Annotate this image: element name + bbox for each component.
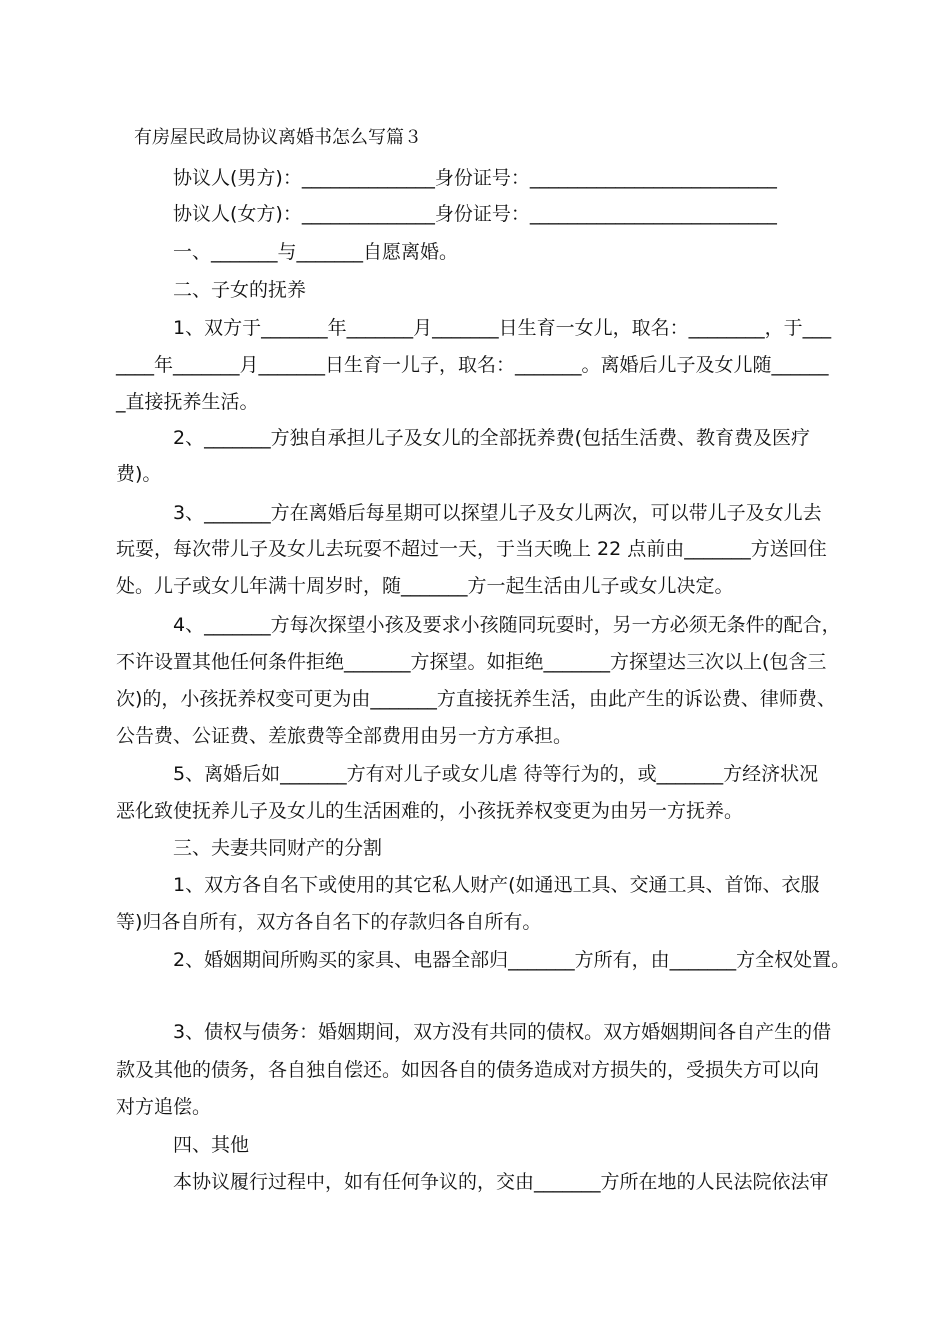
- document-title: 有房屋民政局协议离婚书怎么写篇３: [134, 127, 422, 148]
- text-line: 次)的，小孩抚养权变可更为由_______方直接抚养生活，由此产生的诉讼费、律师费、: [116, 688, 836, 710]
- text-line: 协议人(女方)：______________身份证号：__________________________: [173, 203, 777, 225]
- text-line: 2、_______方独自承担儿子及女儿的全部抚养费(包括生活费、教育费及医疗: [173, 427, 811, 449]
- text-line: _直接抚养生活。: [116, 391, 259, 413]
- text-line: 协议人(男方)：______________身份证号：__________________________: [173, 167, 777, 189]
- text-line: 5、离婚后如_______方有对儿子或女儿虐 待等行为的，或_______方经济状况: [173, 763, 819, 785]
- text-line: 4、_______方每次探望小孩及要求小孩随同玩耍时，另一方必须无条件的配合，: [173, 614, 841, 636]
- text-line: 2、婚姻期间所购买的家具、电器全部归_______方所有，由_______方全权处置。: [173, 949, 851, 971]
- text-line: 不许设置其他任何条件拒绝_______方探望。如拒绝_______方探望达三次以上(包含三: [116, 651, 827, 673]
- text-line: 1、双方各自名下或使用的其它私人财产(如通迅工具、交通工具、首饰、衣服: [173, 874, 820, 896]
- text-line: 四、其他: [173, 1134, 250, 1156]
- text-line: 1、双方于_______年_______月_______日生育一女儿，取名：________，于___: [173, 317, 832, 339]
- text-line: 二、子女的抚养: [173, 279, 307, 301]
- text-line: 本协议履行过程中，如有任何争议的，交由_______方所在地的人民法院依法审: [173, 1171, 829, 1193]
- text-line: 一、_______与_______自愿离婚。: [173, 241, 459, 263]
- text-line: 等)归各自所有，双方各自名下的存款归各自所有。: [116, 911, 542, 933]
- text-line: ____年_______月_______日生育一儿子，取名：_______。离婚后儿子及女儿随______: [116, 354, 829, 376]
- text-line: 恶化致使抚养儿子及女儿的生活困难的，小孩抚养权变更为由另一方抚养。: [116, 800, 744, 822]
- text-line: 公告费、公证费、差旅费等全部费用由另一方方承担。: [116, 725, 573, 747]
- text-line: 3、债权与债务：婚姻期间，双方没有共同的债权。双方婚姻期间各自产生的借: [173, 1021, 832, 1043]
- text-line: 三、夫妻共同财产的分割: [173, 837, 383, 859]
- text-line: 玩耍，每次带儿子及女儿去玩耍不超过一天，于当天晚上 22 点前由_______方送回住: [116, 538, 827, 560]
- text-line: 款及其他的债务，各自独自偿还。如因各自的债务造成对方损失的，受损失方可以向: [116, 1059, 820, 1081]
- text-line: 对方追偿。: [116, 1096, 212, 1118]
- text-line: 3、_______方在离婚后每星期可以探望儿子及女儿两次，可以带儿子及女儿去: [173, 502, 822, 524]
- text-line: 处。儿子或女儿年满十周岁时，随_______方一起生活由儿子或女儿决定。: [116, 575, 734, 597]
- text-line: 费)。: [116, 463, 162, 485]
